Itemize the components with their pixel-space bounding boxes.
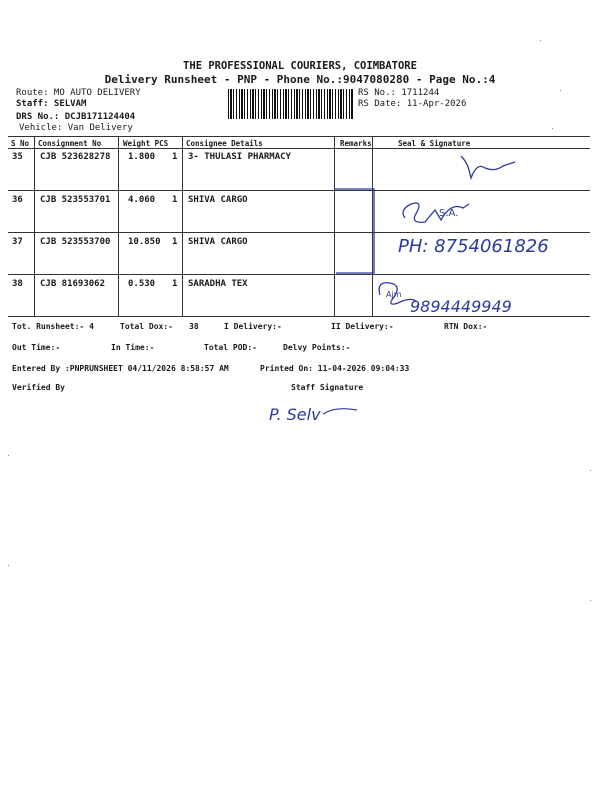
staff-signature (265, 398, 365, 428)
svg-text:9894449949: 9894449949 (410, 297, 512, 316)
cell-weight: 10.850 (128, 237, 161, 247)
rtn-dox: RTN Dox:- (444, 322, 488, 331)
handwritten-bracket (330, 185, 380, 285)
cell-consignment: CJB 523553700 (40, 237, 111, 247)
staff-label: Staff: SELVAM (16, 99, 87, 109)
rs-number: RS No.: 1711244 (358, 88, 440, 98)
cell-weight: 4.060 (128, 195, 156, 205)
signature-row35 (455, 148, 530, 183)
scan-speck (590, 600, 591, 601)
scan-speck (540, 40, 541, 41)
runsheet-title: Delivery Runsheet - PNP - Phone No.:9047080280 - Page No.:4 (104, 73, 496, 86)
delvy-points: Delvy Points:- (283, 343, 351, 352)
rs-date: RS Date: 11-Apr-2026 (358, 99, 467, 109)
printed-on: Printed On: 11-04-2026 09:04:33 (260, 364, 410, 373)
entered-by: Entered By :PNPRUNSHEET 04/11/2026 8:58:57 AM (12, 364, 229, 373)
th-weight-pcs: Weight PCS (123, 139, 169, 148)
table-top-rule (8, 136, 590, 137)
cell-sno: 36 (12, 195, 23, 205)
row-rule (8, 190, 590, 191)
cell-consignee: 3- THULASI PHARMACY (188, 152, 291, 162)
th-consignee: Consignee Details (186, 139, 263, 148)
cell-sno: 35 (12, 152, 23, 162)
out-time: Out Time:- (12, 343, 61, 352)
total-dox-value: 38 (189, 322, 199, 331)
total-runsheet: Tot. Runsheet:- 4 (12, 322, 94, 331)
signature-row38-text: Ajm (386, 290, 402, 299)
cell-weight: 0.530 (128, 279, 156, 289)
svg-text:P. Selv: P. Selv (269, 405, 321, 424)
signature-row36 (395, 192, 485, 232)
scan-speck (590, 470, 591, 471)
cell-pcs: 1 (172, 279, 178, 289)
cell-pcs: 1 (172, 195, 178, 205)
cell-sno: 37 (12, 237, 23, 247)
cell-consignee: SHIVA CARGO (188, 195, 248, 205)
vehicle-label: Vehicle: Van Delivery (19, 123, 133, 133)
verified-by: Verified By (12, 383, 65, 392)
col-rule (118, 136, 119, 316)
th-remarks: Remarks (340, 139, 372, 148)
col-rule (182, 136, 183, 316)
scan-speck (552, 128, 553, 129)
scan-speck (8, 455, 9, 456)
total-dox-label: Total Dox:- (120, 322, 173, 331)
cell-pcs: 1 (172, 152, 178, 162)
route-label: Route: MO AUTO DELIVERY (16, 88, 141, 98)
th-consignment: Consignment No (38, 139, 102, 148)
drs-label: DRS No.: DCJB171124404 (16, 112, 136, 122)
cell-consignment: CJB 523553701 (40, 195, 111, 205)
in-time: In Time:- (111, 343, 155, 352)
cell-consignee: SHIVA CARGO (188, 237, 248, 247)
scan-speck (560, 90, 561, 91)
cell-consignment: CJB 523628278 (40, 152, 111, 162)
i-delivery: I Delivery:- (224, 322, 282, 331)
svg-text:PH: 8754061826: PH: 8754061826 (398, 236, 549, 257)
cell-weight: 1.800 (128, 152, 156, 162)
barcode (228, 89, 353, 119)
staff-signature-label: Staff Signature (291, 383, 364, 392)
row-rule (8, 274, 590, 275)
handwritten-phone2 (408, 292, 548, 318)
cell-sno: 38 (12, 279, 23, 289)
scan-speck (8, 565, 9, 566)
total-pod: Total POD:- (204, 343, 257, 352)
cell-consignee: SARADHA TEX (188, 279, 248, 289)
company-title: THE PROFESSIONAL COURIERS, COIMBATORE (183, 60, 417, 72)
col-rule (34, 136, 35, 316)
cell-pcs: 1 (172, 237, 178, 247)
cell-consignment: CJB 81693062 (40, 279, 106, 289)
signature-row36-text: S.A. (439, 208, 459, 219)
th-sno: S No (11, 139, 30, 148)
handwritten-phone1 (396, 230, 591, 260)
ii-delivery: II Delivery:- (331, 322, 394, 331)
th-seal-signature: Seal & Signature (398, 139, 471, 148)
